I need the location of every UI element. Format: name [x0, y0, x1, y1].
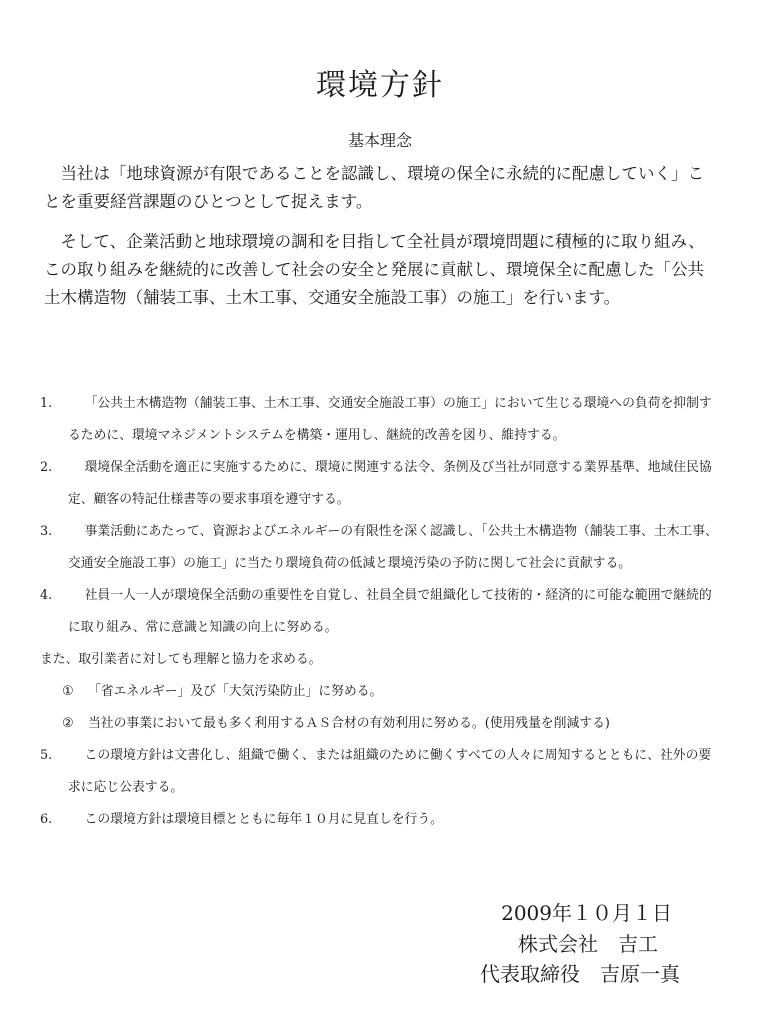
policy-list [40, 388, 720, 836]
policy-item [40, 452, 720, 516]
policy-item [40, 804, 720, 836]
sub-item-text: 「省エネルギー」及び「大気汚染防止」に努める。 [88, 684, 383, 699]
policy-item [40, 516, 720, 580]
policy-item [40, 388, 720, 452]
item-text: 「公共土木構造物（舗装工事、土木工事、交通安全施設工事）の施工」において生じる環境への負荷を抑制するために、環境マネジメントシステムを構築・運用し、継続的改善を図り、維持する。 [68, 396, 712, 443]
item-number: 4. [40, 588, 53, 603]
item-number: 3. [40, 524, 53, 539]
intro-paragraph-1: 当社は「地球資源が有限であることを認識し、環境の保全に永続的に配慮していく」ことを重要経営課題のひとつとして捉えます。 [44, 164, 704, 211]
signature-company: 株式会社 吉工 [518, 932, 658, 956]
intro-paragraph-2: そして、企業活動と地球環境の調和を目指して全社員が環境問題に積極的に取り組み、この取り組みを継続的に改善して社会の安全と発展に貢献し、環境保全に配慮した「公共土木構造物（舗装工事、土木工事、交通安全施設工事）の施工」を行います。 [44, 232, 705, 307]
item-text: 事業活動にあたって、資源およびエネルギーの有限性を深く認識し、「公共土木構造物（舗装工事、土木工事、交通安全施設工事）の施工」に当たり環境負荷の低減と環境汚染の予防に関して社会に貢献する。 [68, 524, 718, 571]
intro-paragraphs [44, 160, 720, 312]
item-number: 1. [40, 396, 53, 411]
sub-item-mark: ① [62, 684, 74, 699]
signature-date: 2009年１０月１日 [501, 901, 672, 925]
item-text: 環境保全活動を適正に実施するために、環境に関連する法令、条例及び当社が同意する業界基準、地域住民協定、顧客の特記仕様書等の要求事項を遵守する。 [68, 460, 712, 507]
policy-item [40, 580, 720, 644]
item-number: 5. [40, 748, 53, 763]
item-text: この環境方針は環境目標とともに毎年１０月に見直しを行う。 [84, 812, 443, 827]
item-text: 社員一人一人が環境保全活動の重要性を自覚し、社員全員で組織化して技術的・経済的に可能な範囲で継続的に取り組み、常に意識と知識の向上に努める。 [68, 588, 712, 635]
sub-item [40, 708, 720, 740]
addendum-text: また、取引業者に対しても理解と協力を求める。 [40, 652, 322, 667]
sub-item [40, 676, 720, 708]
signature-representative: 代表取締役 吉原一真 [480, 962, 680, 986]
item-number: 2. [40, 460, 53, 475]
item-number: 6. [40, 812, 53, 827]
section-heading: 基本理念 [347, 131, 412, 150]
item-text: この環境方針は文書化し、組織で働く、または組織のために働くすべての人々に周知するとともに、社外の要求に応じ公表する。 [68, 748, 712, 795]
sub-item-text: 当社の事業において最も多く利用するＡＳ合材の有効利用に努める。(使用残量を削減する) [88, 716, 610, 731]
document-title: 環境方針 [316, 68, 444, 103]
policy-item [40, 740, 720, 804]
sub-item-mark: ② [62, 716, 74, 731]
